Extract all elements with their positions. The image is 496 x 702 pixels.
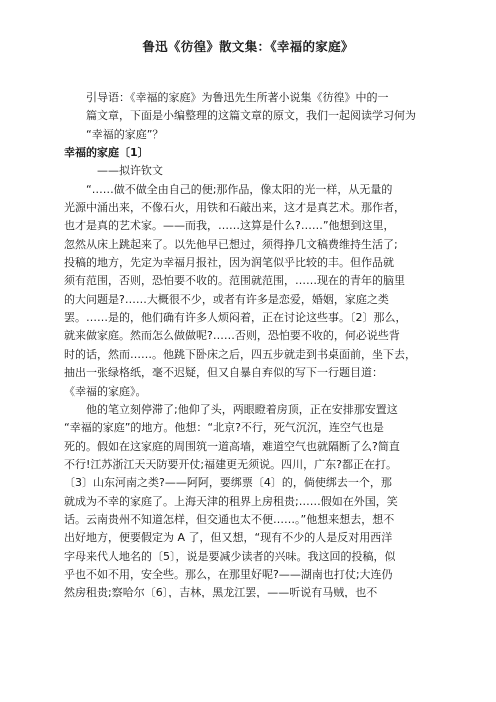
section-heading: 幸福的家庭〔1〕	[64, 146, 149, 160]
text-line: 乎也不如不用，安全些。那么，在那里好呢?——湖南也打仗;大连仍	[64, 567, 393, 581]
text-line: 不行!江苏浙江天天防要开仗;福建更无须说。四川，广东?都正在打。	[64, 457, 397, 471]
text-line: “幸福的家庭”的地方。他想：“北京?不行，死气沉沉，连空气也是	[64, 421, 384, 435]
text-line: 引导语：《幸福的家庭》为鲁迅先生所著小说集《彷徨》中的一	[86, 91, 389, 104]
text-line: 光源中涌出来，不像石火，用铁和石敲出来，这才是真艺术。那作者，	[64, 201, 405, 215]
text-line: 就成为不幸的家庭了。上海天津的租界上房租贵;……假如在外国，笑	[64, 494, 398, 508]
text-line: 然房租贵;察哈尔〔6〕，吉林，黑龙江罢，——听说有马贼，也不	[64, 586, 378, 599]
text-line: 就来做家庭。然而怎么做做呢?……否则，恐怕要不收的，何必说些背	[64, 329, 400, 343]
text-line: 罢。……是的，他们确有许多人烦闷着，正在讨论这些事。〔2〕那么，	[64, 311, 407, 325]
text-line: 抽出一张绿格纸，毫不迟疑，但又自暴自弃似的写下一行题目道：	[64, 366, 383, 380]
document-body	[64, 89, 434, 598]
text-line: 字母来代人地名的〔5〕，说是要减少读者的兴味。我这回的投稿，似	[64, 549, 396, 563]
text-line: “……做不做全由自己的便;那作品，像太阳的光一样，从无量的	[86, 182, 393, 196]
text-line: 的大问题是?……大概很不少，或者有许多是恋爱，婚姻，家庭之类	[64, 292, 389, 306]
body-paragraph	[64, 181, 434, 401]
text-line: 也才是真的艺术家。——而我，……这算是什么?……”他想到这里，	[64, 219, 395, 233]
text-line: 出好地方，便要假定为 A 了，但又想，“现有不少的人是反对用西洋	[64, 531, 393, 545]
text-line: 《幸福的家庭》。	[64, 384, 147, 398]
byline: ——拟许钦文	[97, 164, 163, 178]
text-line: 死的。假如在这家庭的周围筑一道高墙，难道空气也就隔断了么?简直	[64, 439, 400, 453]
text-line: 须有范围，否则，恐怕要不收的。范围就范围，……现在的青年的脑里	[64, 274, 405, 288]
text-line: 〔3〕山东河南之类?——阿阿，要绑票〔4〕的，倘使绑去一个，那	[64, 476, 392, 490]
intro-paragraph	[64, 89, 434, 144]
text-line: 投稿的地方，先定为幸福月报社，因为润笔似乎比较的丰。但作品就	[64, 256, 394, 270]
text-line: 忽然从床上跳起来了。以先他早已想过，须得挣几文稿费维持生活了;	[64, 237, 398, 251]
body-paragraph	[64, 401, 434, 598]
text-line: 篇文章，下面是小编整理的这篇文章的原文，我们一起阅读学习何为	[86, 109, 416, 123]
text-line: 时的话，然而……。他跳下卧床之后，四五步就走到书桌面前，坐下去，	[64, 347, 416, 361]
text-line: “幸福的家庭”？	[86, 127, 164, 141]
text-line: 话。云南贵州不知道怎样，但交通也太不便……。”他想来想去，想不	[64, 512, 395, 526]
page-title: 鲁迅《彷徨》散文集：《幸福的家庭》	[142, 39, 354, 54]
text-line: 他的笔立刻停滞了;他仰了头，两眼瞪着房顶，正在安排那安置这	[86, 402, 398, 416]
